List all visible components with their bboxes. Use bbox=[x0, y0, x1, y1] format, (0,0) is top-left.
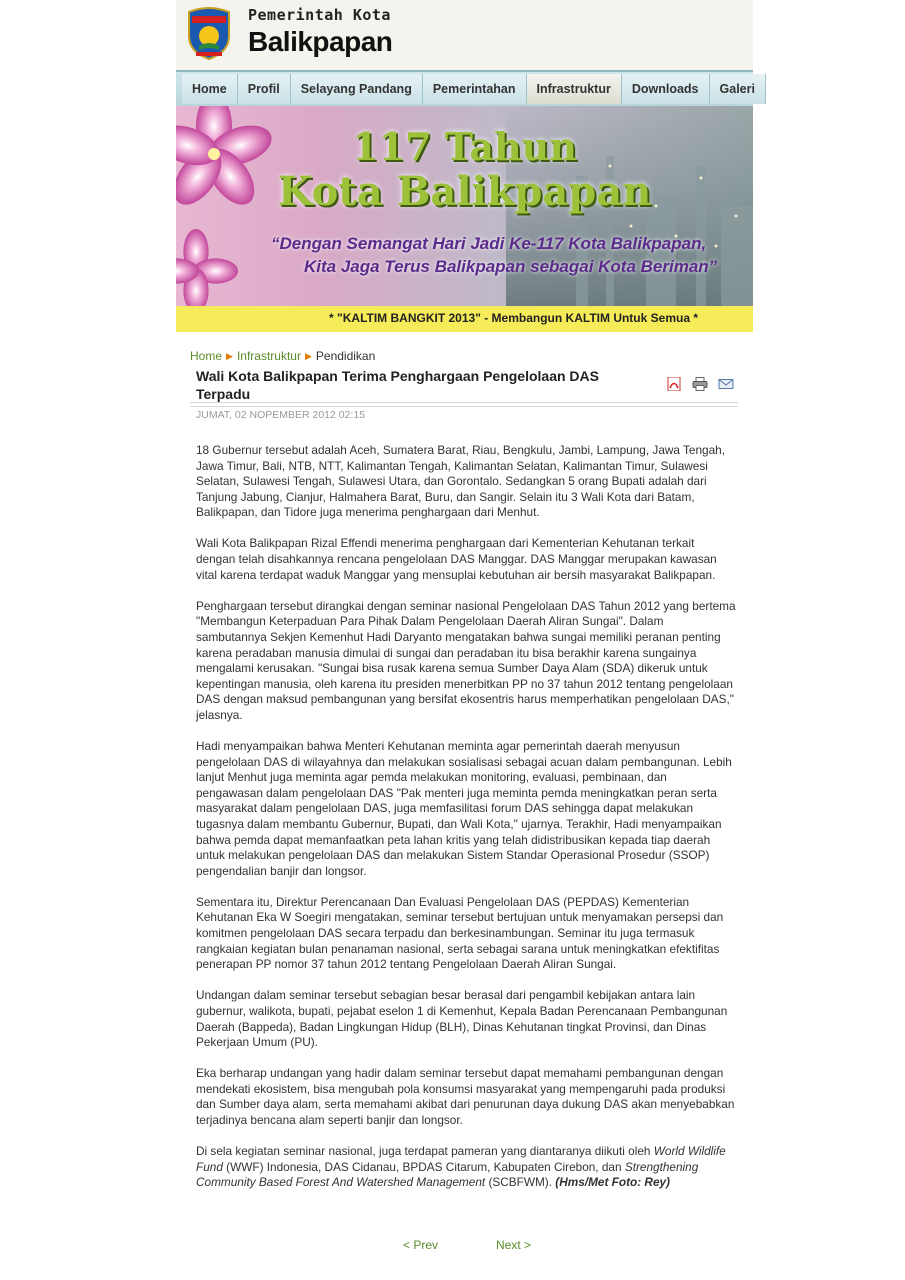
prev-link[interactable]: < Prev bbox=[403, 1238, 439, 1252]
breadcrumb-arrow-icon: ▶ bbox=[226, 351, 233, 361]
breadcrumb-current: Pendidikan bbox=[315, 349, 376, 363]
city-emblem-icon[interactable] bbox=[186, 6, 232, 60]
article-tools bbox=[666, 377, 734, 391]
page bbox=[176, 0, 755, 1252]
article-paragraph: Penghargaan tersebut dirangkai dengan seminar nasional Pengelolaan DAS Tahun 2012 yang bertema "Membangun Keterpaduan Para Pihak Dalam Pengelolaan Daerah Aliran Sungai". Dalam sambutannya Sekjen Kemenhut Hadi Daryanto mengatakan bahwa sungai memiliki peranan penting karena peradaban manusia dimulai di sungai dan peradaban itu bisa berakhir karena sungainya mengalami kerusakan. "Sungai bisa rusak karena semua Sumber Daya Alam (SDA) dikeruk untuk kepentingan manusia, oleh karena itu presiden menerbitkan PP no 37 tahun 2012 tentang pengelolaan DAS dengan maksud pembangunan yang bersifat ekosentris harus memperhatikan pengelolaan DAS," jelasnya. bbox=[196, 598, 736, 722]
article-paragraph: Hadi menyampaikan bahwa Menteri Kehutanan meminta agar pemerintah daerah menyusun pengelolaan DAS di wilayahnya dan melakukan sosialisasi sebagai acuan dalam pembangunan. Lebih lanjut Menhut juga meminta agar pemda melakukan monitoring, evaluasi, pembinaan, dan pengawasan dalam pengelolaan DAS "Pak menteri juga meminta pemda meningkatkan peran serta masyarakat dalam pengelolaan DAS, juga memfasilitasi forum DAS sehingga dapat melakukan tugasnya dalam membantu Gubernur, Bupati, dan Wali Kota," ujarnya. Terakhir, Hadi menyampaikan bahwa pemda dapat memanfaatkan peta lahan kritis yang telah didistribusikan kepada tiap daerah untuk melakukan pengelolaan DAS dan melakukan Sistem Standar Operasional Prosedur (SSOP) pengendalian banjir dan longsor. bbox=[196, 739, 732, 878]
nav-selayang-pandang[interactable]: Selayang Pandang bbox=[291, 74, 423, 104]
banner-headline-line2: Kota Balikpapan bbox=[277, 168, 652, 215]
nav-profil[interactable]: Profil bbox=[238, 74, 291, 104]
article-title: Wali Kota Balikpapan Terima Penghargaan Pengelolaan DAS Terpadu bbox=[196, 368, 599, 402]
article-paragraph: Wali Kota Balikpapan Rizal Effendi menerima penghargaan dari Kementerian Kehutanan terkait dengan telah disahkannya rencana pengelolaan DAS Manggar. DAS Manggar merupakan kawasan vital karena terdapat waduk Manggar yang mensuplai kebutuhan air bersih masyarakat Balikpapan. bbox=[196, 536, 717, 582]
nav-pemerintahan[interactable]: Pemerintahan bbox=[423, 74, 527, 104]
article-paragraph: 18 Gubernur tersebut adalah Aceh, Sumatera Barat, Riau, Bengkulu, Jambi, Lampung, Jawa Tengah, Jawa Timur, Bali, NTB, NTT, Kalimantan Tengah, Kalimantan Selatan, Kalimantan Timur, Sulawesi Selatan, Sulawesi Tengah, Sulawesi Utara, dan Gorontalo. Sedangkan 5 orang Bupati adalah dari Tanjung Jabung, Cianjur, Halmahera Barat, Buru, dan Sangir. Selain itu 3 Wali Kota dari Batam, Balikpapan, dan Tidore juga menerima penghargaan dari Menhut. bbox=[196, 443, 726, 520]
nav-home[interactable]: Home bbox=[182, 74, 238, 104]
pdf-icon[interactable] bbox=[666, 377, 682, 391]
ticker-bar: * "KALTIM BANGKIT 2013" - Membangun KALTIM Untuk Semua * bbox=[176, 306, 753, 332]
banner-headline-line1: 117 Tahun bbox=[352, 124, 577, 169]
site-subtitle: Pemerintah Kota bbox=[248, 6, 391, 24]
print-icon[interactable] bbox=[692, 377, 708, 391]
article-paragraph: Eka berharap undangan yang hadir dalam seminar tersebut dapat memahami pembangunan dengan mendekati ekosistem, bisa mengubah pola konsumsi masyarakat yang mempengaruhi pada produksi dan Sumber daya alam, serta memahami akibat dari penurunan daya dukung DAS akan menyebabkan terjadinya bencana alam seperti banjir dan longsor. bbox=[196, 1066, 735, 1127]
breadcrumb-infrastruktur[interactable]: Infrastruktur bbox=[236, 349, 301, 363]
photo-credit: (Hms/Met Foto: Rey) bbox=[555, 1175, 670, 1190]
site-title[interactable]: Balikpapan bbox=[248, 26, 393, 57]
site-header bbox=[176, 0, 753, 70]
banner-quote-line2: Kita Jaga Terus Balikpapan sebagai Kota Beriman” bbox=[304, 257, 718, 276]
article-paragraph-last: Di sela kegiatan seminar nasional, juga terdapat pameran yang diantaranya diikuti oleh World Wildlife Fund (WWF) Indonesia, DAS Cidanau, BPDAS Citarum, Kabupaten Cirebon, dan Strengthening Community Based Forest And Watershed Management (SCBFWM). (Hms/Met Foto: Rey) bbox=[196, 1144, 726, 1190]
article-body bbox=[196, 443, 736, 1206]
next-link[interactable]: Next > bbox=[496, 1238, 532, 1252]
main-nav bbox=[176, 70, 753, 106]
title-divider bbox=[190, 402, 738, 407]
breadcrumb-arrow-icon: ▶ bbox=[304, 351, 312, 361]
article-paragraph: Undangan dalam seminar tersebut sebagian besar berasal dari pengambil kebijakan antara lain gubernur, walikota, bupati, pejabat eselon 1 di Kemenhut, Kepala Badan Perencanaan Pembangunan Daerah (Bappeda), Badan Lingkungan Hidup (BLH), Dinas Kehutanan tingkat Provinsi, dan Dinas Pekerjaan Umum (PU). bbox=[196, 988, 728, 1050]
anniversary-banner bbox=[176, 106, 753, 306]
breadcrumb bbox=[190, 349, 375, 363]
nav-galeri[interactable]: Galeri bbox=[710, 74, 766, 104]
article-paragraph: Sementara itu, Direktur Perencanaan Dan Evaluasi Pengelolaan DAS (PEPDAS) Kementerian Kehutanan Eka W Soegiri mengatakan, seminar tersebut bertujuan untuk menyamakan persepsi dan komitmen pengelolaan DAS secara terpadu dan berkesinambungan. Seminar itu juga termasuk rangkaian kegiatan bulan penanaman nasional, serta sebagai sarana untuk meningkatkan efektifitas penerapan PP nomor 37 tahun 2012 tentang Pengelolaan Daerah Aliran Sungai. bbox=[196, 894, 724, 972]
nav-infrastruktur[interactable]: Infrastruktur bbox=[527, 74, 622, 104]
banner-quote-line1: “Dengan Semangat Hari Jadi Ke-117 Kota Balikpapan, bbox=[271, 234, 707, 253]
nav-downloads[interactable]: Downloads bbox=[622, 74, 710, 104]
email-icon[interactable] bbox=[718, 377, 734, 391]
breadcrumb-home[interactable]: Home bbox=[190, 349, 223, 363]
article-date: JUMAT, 02 NOPEMBER 2012 02:15 bbox=[196, 409, 366, 421]
